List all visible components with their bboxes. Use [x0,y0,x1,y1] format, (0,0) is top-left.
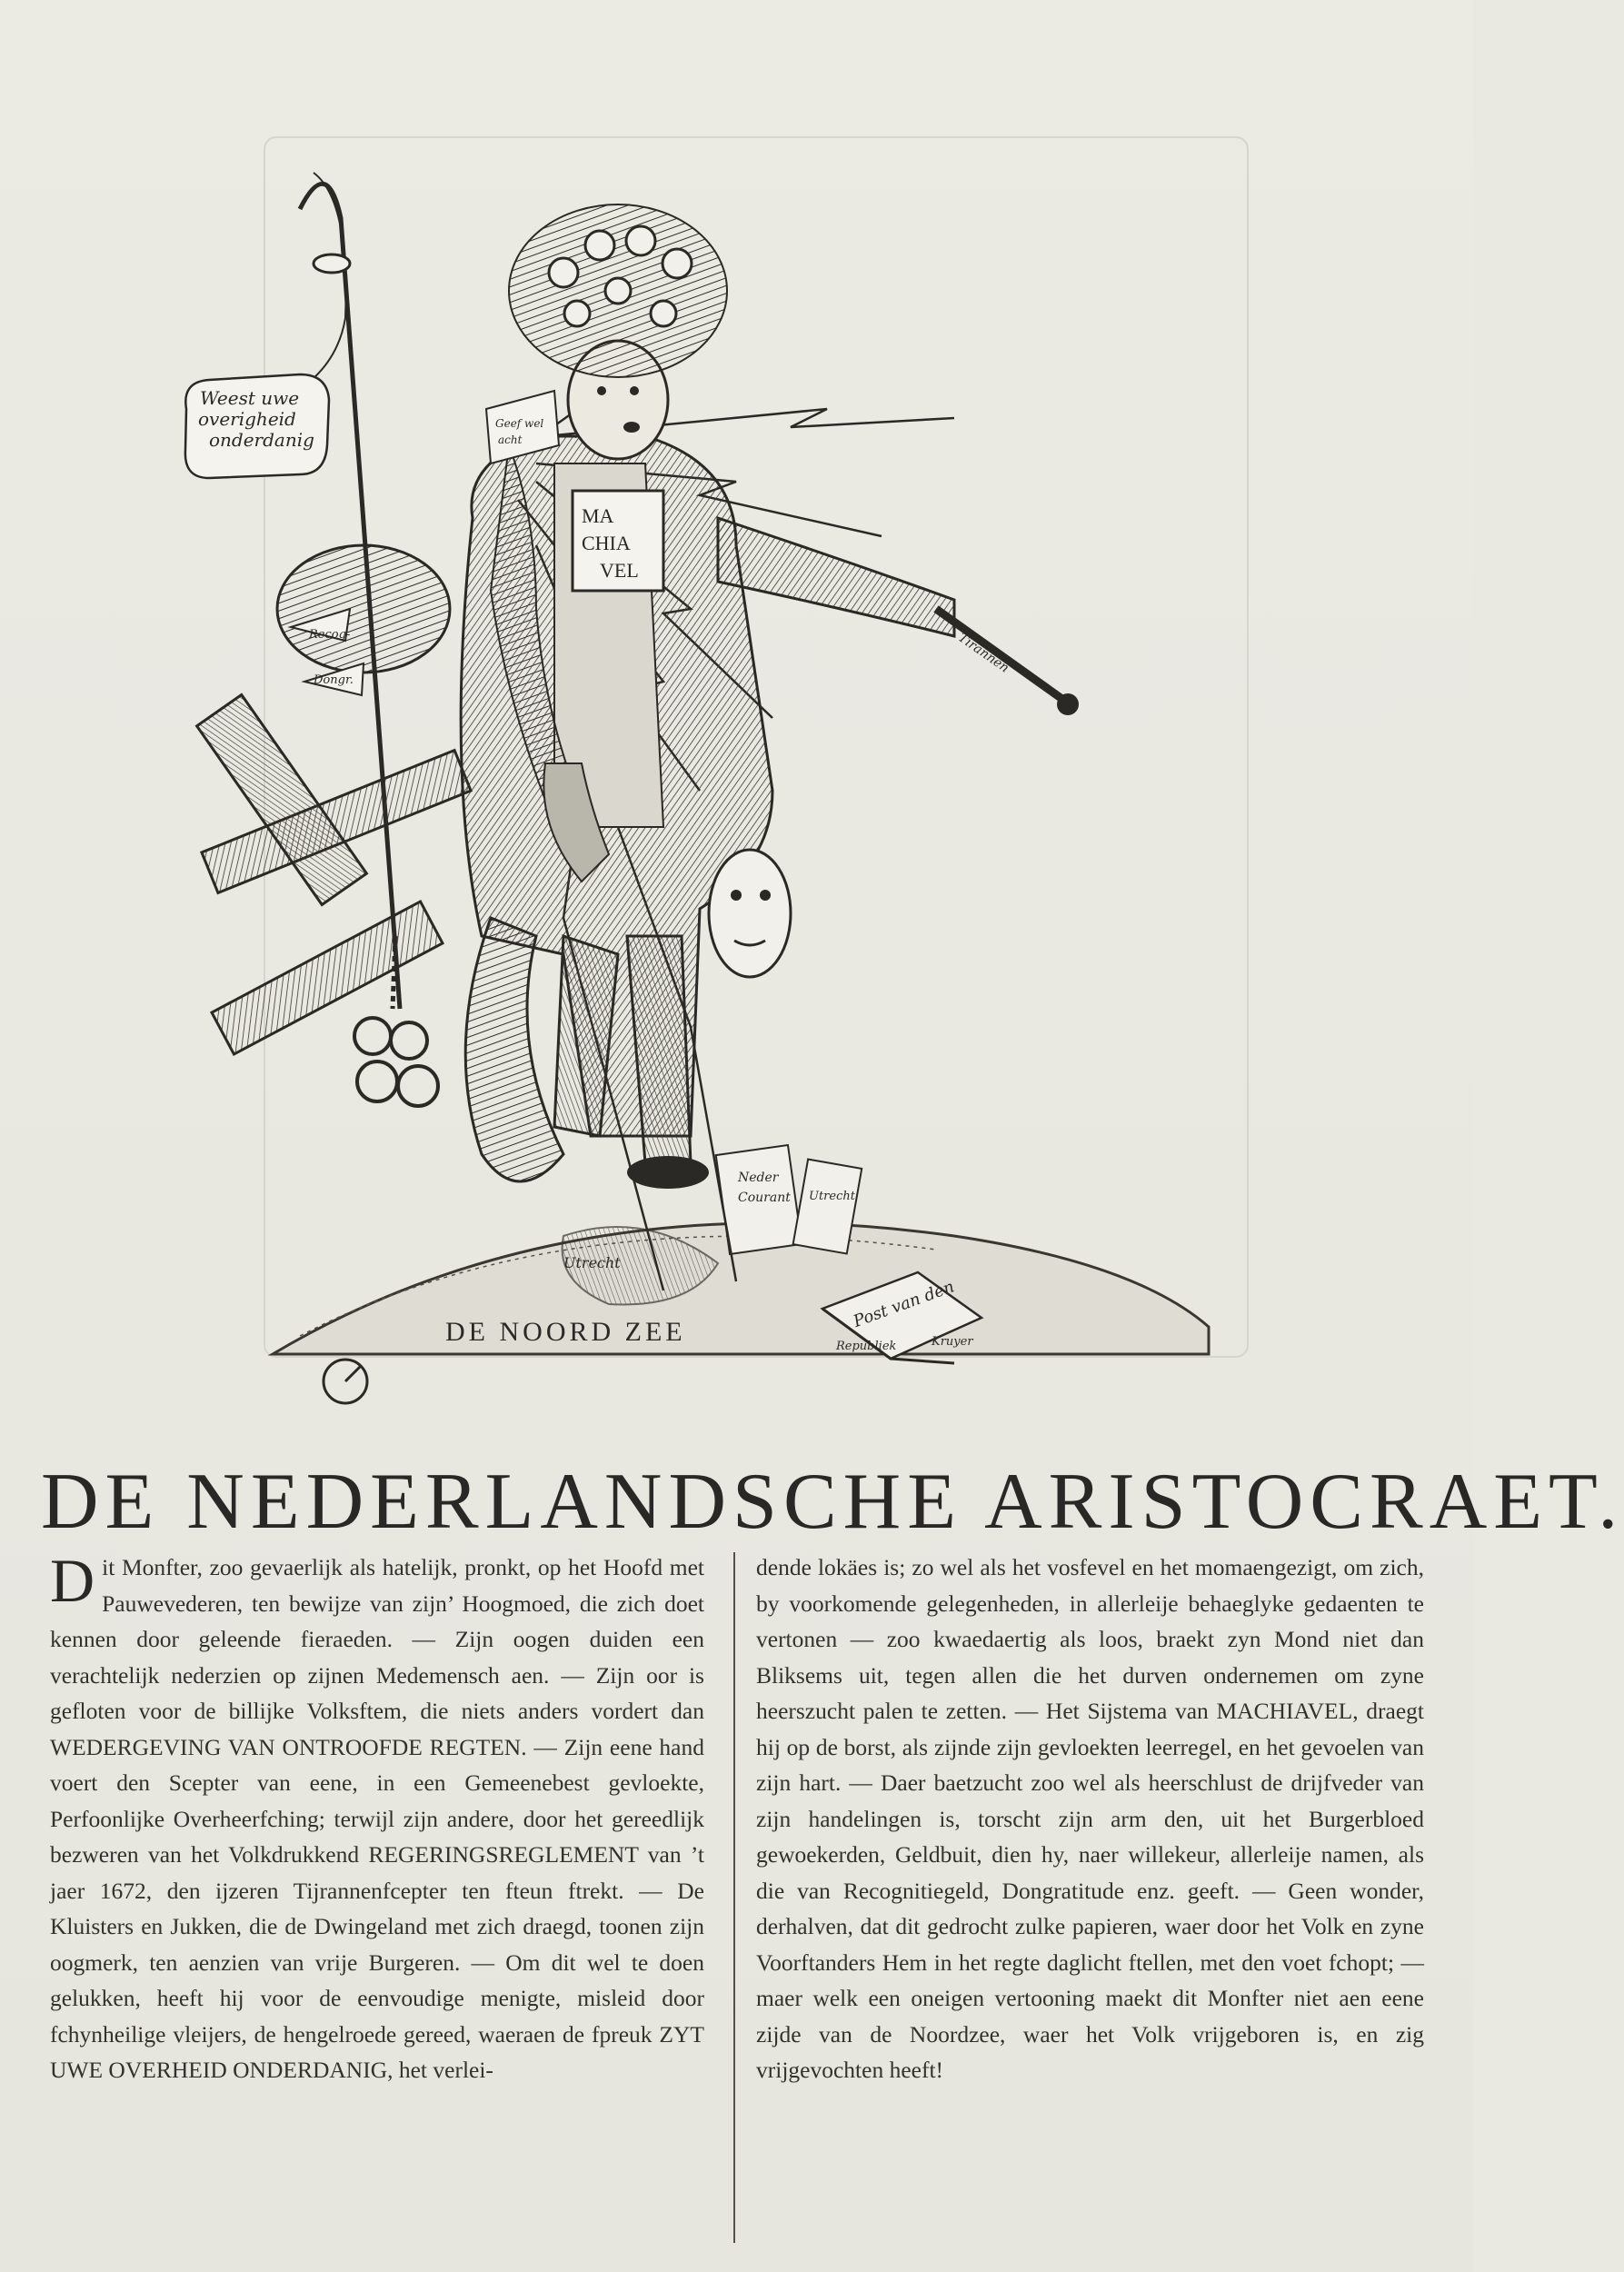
page-title: DE NEDERLANDSCHE ARISTOCRAET. [41,1458,1624,1546]
svg-text:Recog-: Recog- [309,628,351,642]
svg-text:overigheid: overigheid [198,408,296,430]
peacock-feathers-icon [509,204,727,377]
map-label-city: Utrecht [563,1254,621,1271]
text-column-right [756,1550,1424,2249]
right-text: dende lokäes is; zo wel als het vosfevel en het momaengezigt, om zich, by voorkomende gelegenheden, in allerleije behaeglyke gedaenten te vertonen — zoo kwaedaertig als loos, braekt zyn Mond niet dan Bliksems uit, tegen allen die het durven ondernemen om zyne heerszucht palen te zetten. — Het Sijstema van MACHIAVEL, draegt hij op de borst, als zijnde zijn gevloekten leerregel, en het gevoelen van zijn hart. — Daer baetzucht zoo wel als heerschlust de drijfveder van zijn handelingen is, torscht zijn arm den, uit het Burgerbloed gewoekerden, Geldbuit, dien hy, naer willekeur, allerleije namen, als die van Recognitiegeld, Dongratitude enz. geeft. — Geen wonder, derhalven, dat dit gedrocht zulke papieren, waer door het Volk en zyne Voorftanders Hem in het regte daglicht ftellen, met den voet fchopt; — maer welk een oneigen vertooning maekt dit Monfter niet aen eene zijde van de Noordzee, waer het Volk vrijgeboren is, en zig vrijgevochten heeft! [756,1554,1424,2083]
svg-text:Courant: Courant [738,1191,791,1205]
svg-text:Neder: Neder [738,1171,779,1185]
svg-text:Weest uwe: Weest uwe [200,387,300,409]
svg-text:VEL: VEL [600,559,639,582]
left-text: it Monfter, zoo gevaerlijk als hatelijk, pronkt, op het Hoofd met Pauwevederen, ten bewijze van zijn’ Hoogmoed, die zich doet kennen door geleende fieraeden. — Zijn oogen duiden een verachtelijk nederzien op zijnen Medemensch aen. — Zijn oor is gefloten voor de billijke Volksftem, die niets anders vordert dan WEDERGEVING VAN ONTROOFDE REGTEN. — Zijn eene hand voert den Scepter van eene, in een Gemeenebest gevloekte, Perfoonlijke Overheerfching; terwijl zijn andere, door het gereedlijk bezweren van het Volkdrukkend REGERINGSREGLEMENT van ’t jaer 1672, den ijzeren Tijrannenfcepter ten fteun ftrekt. — De Kluisters en Jukken, die de Dwingeland met zich draegd, toonen zijn oogmerk, ten aenzien van vrije Burgeren. — Om dit wel te doen gelukken, heeft hij voor de eenvoudige menigte, misleid door fchynheilige vleijers, de hengelroede gereed, waeraen de fpreuk ZYT UWE OVERHEID ONDERDANIG, het verlei- [50,1554,704,2083]
engraving-illustration [198,136,1245,1427]
svg-text:Republiek: Republiek [836,1340,897,1353]
svg-text:CHIA: CHIA [582,532,631,554]
svg-text:Post van den: Post van den [851,1277,957,1331]
text-column-left [50,1546,704,2249]
speech-bubble [185,374,329,478]
drop-cap: D [50,1546,95,1615]
book-label: MA [582,504,614,527]
svg-text:Utrecht: Utrecht [809,1190,855,1203]
svg-text:Kruyer: Kruyer [932,1335,973,1349]
svg-text:Geef wel: Geef wel [495,417,544,430]
column-divider [733,1552,735,2243]
svg-text:acht: acht [498,433,523,446]
svg-text:onderdanig: onderdanig [209,429,314,451]
svg-text:Dongr.: Dongr. [314,673,354,687]
map-label-sea: DE NOORD ZEE [445,1317,686,1347]
paragraph-left [50,1546,704,2088]
aristocrat-figure [461,204,1079,1189]
money-hat [277,545,450,695]
svg-text:Tirannen: Tirannen [955,630,1012,676]
mask-icon [709,850,791,977]
